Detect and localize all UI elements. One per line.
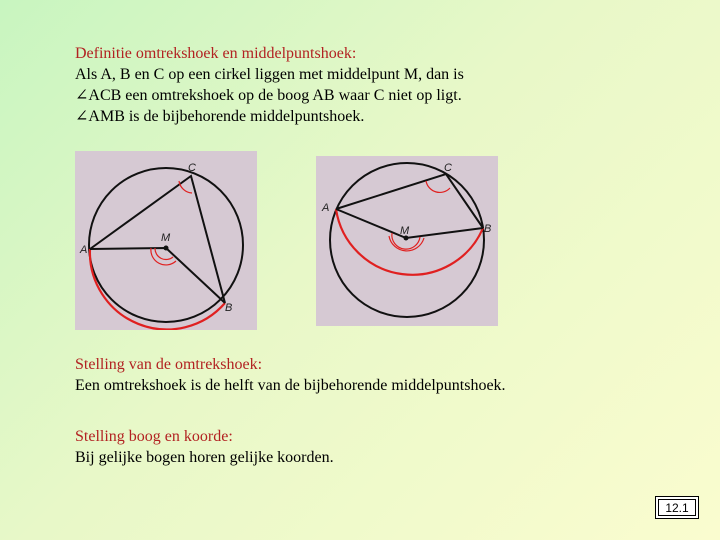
theorem-2-text: Bij gelijke bogen horen gelijke koorden. <box>75 449 334 466</box>
figure-2-inscribed-arc-mark <box>426 181 450 192</box>
theorem-2-block <box>75 426 334 468</box>
figure-1-label-c: C <box>188 162 196 174</box>
definition-line-1: Als A, B en C op een cirkel liggen met middelpunt M, dan is <box>75 66 464 83</box>
figure-2-label-c: C <box>444 162 452 174</box>
definition-block <box>75 43 464 127</box>
slide-number-badge <box>655 496 699 519</box>
theorem-1-title: Stelling van de omtrekshoek: <box>75 356 263 373</box>
figure-2-inscribed-angle <box>336 174 483 228</box>
figure-1-label-b: B <box>225 302 233 314</box>
figure-1-central-arc-mark-1 <box>155 248 173 260</box>
theorem-1-text: Een omtrekshoek is de helft van de bijbehorende middelpuntshoek. <box>75 377 506 394</box>
definition-title: Definitie omtrekshoek en middelpuntshoek: <box>75 45 357 62</box>
figure-1-label-m: M <box>161 232 171 244</box>
theorem-1-block <box>75 354 506 396</box>
theorem-2-title: Stelling boog en koorde: <box>75 428 233 445</box>
definition-line-2: ∠ACB een omtrekshoek op de boog AB waar C niet op ligt. <box>75 87 462 104</box>
figure-2-label-b: B <box>484 223 492 235</box>
figure-2-diagram <box>316 156 498 326</box>
figure-2 <box>316 156 498 326</box>
definition-line-3: ∠AMB is de bijbehorende middelpuntshoek. <box>75 108 365 125</box>
figure-2-central-angle <box>336 209 483 238</box>
figure-1-label-a: A <box>80 244 88 256</box>
slide-number: 12.1 <box>658 499 696 516</box>
figure-2-label-a: A <box>322 202 330 214</box>
figure-1-center-point <box>164 246 169 251</box>
figure-1-diagram <box>75 151 257 330</box>
figure-2-label-m: M <box>400 225 410 237</box>
figure-1 <box>75 151 257 330</box>
figure-1-arc-ab <box>90 249 225 329</box>
